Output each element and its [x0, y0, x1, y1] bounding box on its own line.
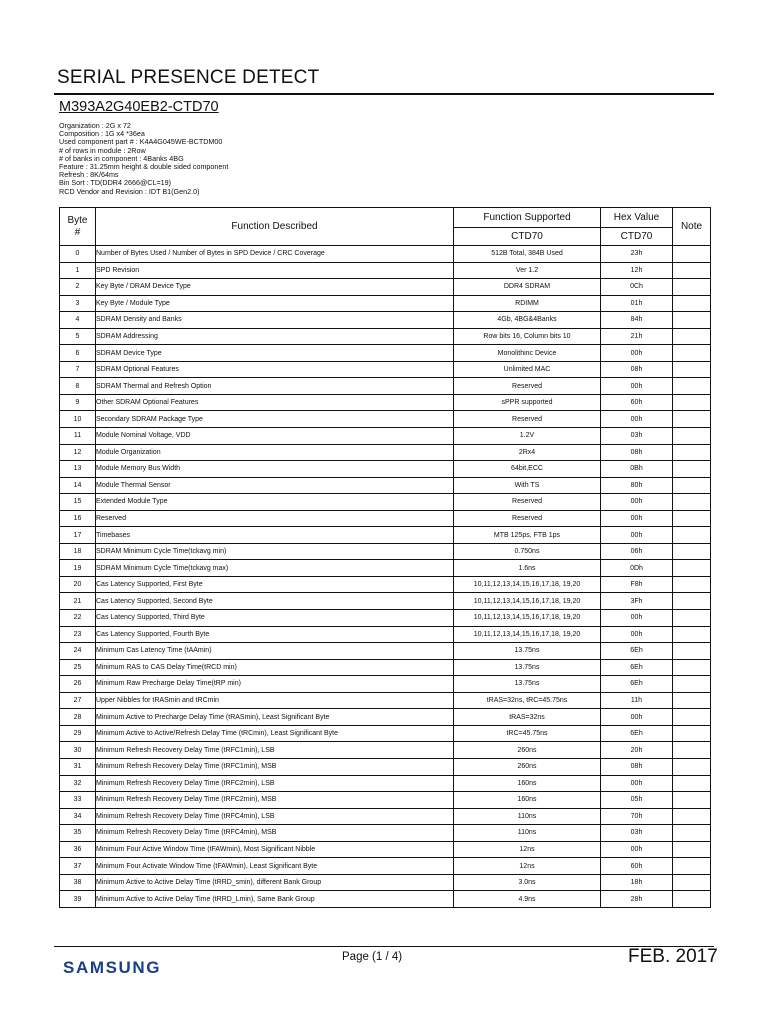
- function-cell: Upper Nibbles for tRASmin and tRCmin: [96, 692, 454, 709]
- function-cell: Minimum Cas Latency Time (tAAmin): [96, 643, 454, 660]
- supported-cell: 110ns: [454, 825, 601, 842]
- function-cell: Minimum Active to Active Delay Time (tRRD_smin), different Bank Group: [96, 874, 454, 891]
- note-cell: [673, 378, 711, 395]
- note-cell: [673, 527, 711, 544]
- supported-cell: 10,11,12,13,14,15,16,17,18, 19,20: [454, 610, 601, 627]
- supported-cell: 10,11,12,13,14,15,16,17,18, 19,20: [454, 626, 601, 643]
- table-row: [60, 345, 711, 362]
- note-cell: [673, 858, 711, 875]
- note-cell: [673, 477, 711, 494]
- supported-cell: 13.75ns: [454, 659, 601, 676]
- hex-cell: 00h: [601, 841, 673, 858]
- hex-cell: 08h: [601, 444, 673, 461]
- function-cell: Module Thermal Sensor: [96, 477, 454, 494]
- byte-cell: 5: [60, 328, 96, 345]
- supported-cell: With TS: [454, 477, 601, 494]
- function-cell: Minimum Refresh Recovery Delay Time (tRFC4min), LSB: [96, 808, 454, 825]
- note-cell: [673, 394, 711, 411]
- note-cell: [673, 610, 711, 627]
- table-row: [60, 295, 711, 312]
- hex-cell: 12h: [601, 262, 673, 279]
- hex-cell: 06h: [601, 543, 673, 560]
- hex-cell: 05h: [601, 792, 673, 809]
- function-cell: Minimum Refresh Recovery Delay Time (tRFC1min), MSB: [96, 758, 454, 775]
- info-line: Bin Sort : TD(DDR4 2666@CL=19): [59, 178, 172, 188]
- function-cell: Minimum Active to Precharge Delay Time (tRASmin), Least Significant Byte: [96, 709, 454, 726]
- function-cell: Minimum Refresh Recovery Delay Time (tRFC4min), MSB: [96, 825, 454, 842]
- footer-rule: [54, 946, 714, 947]
- function-cell: Secondary SDRAM Package Type: [96, 411, 454, 428]
- byte-cell: 30: [60, 742, 96, 759]
- function-cell: Cas Latency Supported, Second Byte: [96, 593, 454, 610]
- hex-cell: 80h: [601, 477, 673, 494]
- supported-cell: 110ns: [454, 808, 601, 825]
- table-row: [60, 477, 711, 494]
- supported-cell: tRAS=32ns: [454, 709, 601, 726]
- byte-cell: 39: [60, 891, 96, 908]
- document-date: FEB. 2017: [628, 946, 718, 967]
- spd-table: [59, 207, 711, 908]
- supported-header: Function Supported: [454, 208, 601, 228]
- hex-cell: 00h: [601, 345, 673, 362]
- table-row: [60, 428, 711, 445]
- byte-cell: 13: [60, 461, 96, 478]
- supported-cell: 13.75ns: [454, 676, 601, 693]
- function-cell: Minimum Refresh Recovery Delay Time (tRFC1min), LSB: [96, 742, 454, 759]
- hex-cell: 0Ch: [601, 279, 673, 296]
- note-cell: [673, 246, 711, 263]
- header-rule: [54, 93, 714, 95]
- byte-cell: 9: [60, 394, 96, 411]
- byte-cell: 11: [60, 428, 96, 445]
- table-row: [60, 246, 711, 263]
- hex-cell: 01h: [601, 295, 673, 312]
- hex-cell: 28h: [601, 891, 673, 908]
- note-cell: [673, 328, 711, 345]
- note-cell: [673, 428, 711, 445]
- hex-cell: 08h: [601, 361, 673, 378]
- function-cell: Minimum Raw Precharge Delay Time(tRP min): [96, 676, 454, 693]
- supported-cell: 10,11,12,13,14,15,16,17,18, 19,20: [454, 576, 601, 593]
- note-cell: [673, 659, 711, 676]
- table-body: [60, 246, 711, 908]
- note-cell: [673, 543, 711, 560]
- table-row: [60, 576, 711, 593]
- hex-cell: 00h: [601, 527, 673, 544]
- hex-cell: 6Eh: [601, 659, 673, 676]
- supported-cell: Reserved: [454, 378, 601, 395]
- byte-cell: 35: [60, 825, 96, 842]
- note-cell: [673, 808, 711, 825]
- function-cell: Minimum Refresh Recovery Delay Time (tRFC2min), LSB: [96, 775, 454, 792]
- byte-cell: 19: [60, 560, 96, 577]
- info-line: # of banks in component : 4Banks 4BG: [59, 153, 184, 163]
- table-row: [60, 643, 711, 660]
- table-row: [60, 758, 711, 775]
- hex-cell: 21h: [601, 328, 673, 345]
- supported-cell: Row bits 16, Column bits 10: [454, 328, 601, 345]
- hex-cell: 00h: [601, 411, 673, 428]
- function-cell: Cas Latency Supported, Fourth Byte: [96, 626, 454, 643]
- function-cell: Module Organization: [96, 444, 454, 461]
- note-cell: [673, 295, 711, 312]
- byte-cell: 16: [60, 510, 96, 527]
- info-line: Feature : 31.25mm height & double sided component: [59, 162, 229, 172]
- function-cell: Key Byte / DRAM Device Type: [96, 279, 454, 296]
- note-cell: [673, 510, 711, 527]
- table-row: [60, 444, 711, 461]
- table-row: [60, 676, 711, 693]
- hex-cell: 20h: [601, 742, 673, 759]
- supported-subheader: CTD70: [454, 228, 601, 246]
- note-cell: [673, 494, 711, 511]
- supported-cell: 512B Total, 384B Used: [454, 246, 601, 263]
- info-line: Refresh : 8K/64ms: [59, 170, 119, 180]
- hex-cell: 00h: [601, 775, 673, 792]
- supported-cell: 260ns: [454, 758, 601, 775]
- table-row: [60, 411, 711, 428]
- note-cell: [673, 312, 711, 329]
- function-cell: Key Byte / Module Type: [96, 295, 454, 312]
- table-row: [60, 808, 711, 825]
- note-cell: [673, 841, 711, 858]
- byte-cell: 29: [60, 725, 96, 742]
- byte-cell: 0: [60, 246, 96, 263]
- hex-cell: 6Eh: [601, 643, 673, 660]
- note-cell: [673, 444, 711, 461]
- byte-cell: 3: [60, 295, 96, 312]
- table-row: [60, 262, 711, 279]
- hex-cell: 70h: [601, 808, 673, 825]
- note-cell: [673, 643, 711, 660]
- note-cell: [673, 560, 711, 577]
- byte-cell: 23: [60, 626, 96, 643]
- table-row: [60, 874, 711, 891]
- function-cell: Other SDRAM Optional Features: [96, 394, 454, 411]
- byte-cell: 22: [60, 610, 96, 627]
- byte-cell: 20: [60, 576, 96, 593]
- page-number: Page (1 / 4): [342, 951, 403, 963]
- supported-cell: 160ns: [454, 792, 601, 809]
- note-cell: [673, 593, 711, 610]
- hex-cell: 00h: [601, 709, 673, 726]
- hex-cell: 6Eh: [601, 676, 673, 693]
- byte-cell: 7: [60, 361, 96, 378]
- note-cell: [673, 461, 711, 478]
- model-number: M393A2G40EB2-CTD70: [59, 99, 219, 115]
- table-row: [60, 858, 711, 875]
- hex-cell: 0Bh: [601, 461, 673, 478]
- byte-cell: 36: [60, 841, 96, 858]
- supported-cell: RDIMM: [454, 295, 601, 312]
- function-cell: SDRAM Minimum Cycle Time(tckavg min): [96, 543, 454, 560]
- note-cell: [673, 709, 711, 726]
- hex-cell: 84h: [601, 312, 673, 329]
- byte-cell: 10: [60, 411, 96, 428]
- info-line: RCD Vendor and Revision : IDT B1(Gen2.0): [59, 186, 200, 196]
- supported-cell: tRC=45.75ns: [454, 725, 601, 742]
- table-row: [60, 725, 711, 742]
- supported-cell: sPPR supported: [454, 394, 601, 411]
- supported-cell: Reserved: [454, 494, 601, 511]
- supported-cell: DDR4 SDRAM: [454, 279, 601, 296]
- supported-cell: Reserved: [454, 510, 601, 527]
- supported-cell: Ver 1.2: [454, 262, 601, 279]
- info-line: Used component part # : K4A4G045WE-BCTDM00: [59, 137, 223, 147]
- supported-cell: Unlimited MAC: [454, 361, 601, 378]
- supported-cell: 4Gb, 4BG&4Banks: [454, 312, 601, 329]
- byte-cell: 2: [60, 279, 96, 296]
- note-cell: [673, 874, 711, 891]
- byte-cell: 38: [60, 874, 96, 891]
- note-header: Note: [673, 208, 711, 246]
- supported-cell: 64bit,ECC: [454, 461, 601, 478]
- function-cell: Cas Latency Supported, First Byte: [96, 576, 454, 593]
- byte-cell: 4: [60, 312, 96, 329]
- hex-cell: 08h: [601, 758, 673, 775]
- byte-cell: 32: [60, 775, 96, 792]
- note-cell: [673, 279, 711, 296]
- byte-cell: 25: [60, 659, 96, 676]
- byte-cell: 14: [60, 477, 96, 494]
- function-cell: Cas Latency Supported, Third Byte: [96, 610, 454, 627]
- function-cell: SDRAM Device Type: [96, 345, 454, 362]
- note-cell: [673, 891, 711, 908]
- hex-cell: 03h: [601, 428, 673, 445]
- byte-cell: 15: [60, 494, 96, 511]
- note-cell: [673, 361, 711, 378]
- note-cell: [673, 262, 711, 279]
- function-cell: SPD Revision: [96, 262, 454, 279]
- byte-header: [60, 208, 96, 246]
- note-cell: [673, 742, 711, 759]
- function-cell: Extended Module Type: [96, 494, 454, 511]
- byte-cell: 33: [60, 792, 96, 809]
- function-cell: SDRAM Minimum Cycle Time(tckavg max): [96, 560, 454, 577]
- supported-cell: MTB 125ps, FTB 1ps: [454, 527, 601, 544]
- table-row: [60, 527, 711, 544]
- function-cell: Minimum Refresh Recovery Delay Time (tRFC2min), MSB: [96, 792, 454, 809]
- byte-cell: 37: [60, 858, 96, 875]
- table-row: [60, 825, 711, 842]
- supported-cell: 10,11,12,13,14,15,16,17,18, 19,20: [454, 593, 601, 610]
- supported-cell: 12ns: [454, 858, 601, 875]
- note-cell: [673, 345, 711, 362]
- function-cell: Timebases: [96, 527, 454, 544]
- supported-cell: 1.6ns: [454, 560, 601, 577]
- byte-cell: 17: [60, 527, 96, 544]
- note-cell: [673, 676, 711, 693]
- function-cell: SDRAM Addressing: [96, 328, 454, 345]
- byte-header-label: Byte #: [67, 214, 88, 238]
- hex-cell: 11h: [601, 692, 673, 709]
- info-line: # of rows in module : 2Row: [59, 145, 146, 155]
- table-row: [60, 709, 711, 726]
- byte-cell: 1: [60, 262, 96, 279]
- table-row: [60, 279, 711, 296]
- hex-cell: 00h: [601, 494, 673, 511]
- table-row: [60, 312, 711, 329]
- hex-cell: F8h: [601, 576, 673, 593]
- supported-cell: tRAS=32ns, tRC=45.75ns: [454, 692, 601, 709]
- document-title: SERIAL PRESENCE DETECT: [57, 67, 320, 88]
- function-cell: Module Memory Bus Width: [96, 461, 454, 478]
- table-row: [60, 494, 711, 511]
- table-row: [60, 328, 711, 345]
- table-row: [60, 692, 711, 709]
- table-row: [60, 792, 711, 809]
- note-cell: [673, 758, 711, 775]
- note-cell: [673, 792, 711, 809]
- supported-cell: 260ns: [454, 742, 601, 759]
- hex-cell: 60h: [601, 858, 673, 875]
- function-cell: SDRAM Thermal and Refresh Option: [96, 378, 454, 395]
- note-cell: [673, 576, 711, 593]
- samsung-logo: SAMSUNG: [63, 958, 162, 977]
- supported-cell: 3.0ns: [454, 874, 601, 891]
- table-row: [60, 394, 711, 411]
- info-line: Organization : 2G x 72: [59, 121, 131, 130]
- info-line: Composition : 1G x4 *36ea: [59, 129, 145, 139]
- table-row: [60, 610, 711, 627]
- hex-cell: 0Dh: [601, 560, 673, 577]
- hex-cell: 6Eh: [601, 725, 673, 742]
- table-row: [60, 626, 711, 643]
- byte-cell: 34: [60, 808, 96, 825]
- byte-cell: 24: [60, 643, 96, 660]
- function-cell: SDRAM Density and Banks: [96, 312, 454, 329]
- note-cell: [673, 692, 711, 709]
- hex-cell: 00h: [601, 510, 673, 527]
- supported-cell: 13.75ns: [454, 643, 601, 660]
- table-row: [60, 560, 711, 577]
- supported-cell: 2Rx4: [454, 444, 601, 461]
- note-cell: [673, 725, 711, 742]
- note-cell: [673, 411, 711, 428]
- table-row: [60, 361, 711, 378]
- byte-cell: 31: [60, 758, 96, 775]
- hex-cell: 00h: [601, 378, 673, 395]
- note-cell: [673, 775, 711, 792]
- byte-cell: 8: [60, 378, 96, 395]
- function-cell: Number of Bytes Used / Number of Bytes in SPD Device / CRC Coverage: [96, 246, 454, 263]
- table-row: [60, 378, 711, 395]
- hex-cell: 3Fh: [601, 593, 673, 610]
- table-row: [60, 742, 711, 759]
- supported-cell: 0.750ns: [454, 543, 601, 560]
- byte-cell: 6: [60, 345, 96, 362]
- hex-cell: 60h: [601, 394, 673, 411]
- note-cell: [673, 626, 711, 643]
- supported-cell: Monolithinc Device: [454, 345, 601, 362]
- byte-cell: 26: [60, 676, 96, 693]
- function-cell: Minimum RAS to CAS Delay Time(tRCD min): [96, 659, 454, 676]
- table-row: [60, 659, 711, 676]
- function-cell: SDRAM Optional Features: [96, 361, 454, 378]
- table-row: [60, 461, 711, 478]
- table-row: [60, 891, 711, 908]
- function-header: Function Described: [96, 208, 454, 246]
- byte-cell: 28: [60, 709, 96, 726]
- byte-cell: 12: [60, 444, 96, 461]
- hex-cell: 03h: [601, 825, 673, 842]
- supported-cell: Reserved: [454, 411, 601, 428]
- hex-cell: 23h: [601, 246, 673, 263]
- hex-header: Hex Value: [601, 208, 673, 228]
- table-row: [60, 775, 711, 792]
- hex-cell: 00h: [601, 610, 673, 627]
- function-cell: Minimum Four Activate Window Time (tFAWmin), Least Significant Byte: [96, 858, 454, 875]
- byte-cell: 18: [60, 543, 96, 560]
- table-row: [60, 593, 711, 610]
- byte-cell: 21: [60, 593, 96, 610]
- supported-cell: 12ns: [454, 841, 601, 858]
- function-cell: Minimum Four Active Window Time (tFAWmin), Most Significant Nibble: [96, 841, 454, 858]
- table-row: [60, 510, 711, 527]
- supported-cell: 4.9ns: [454, 891, 601, 908]
- supported-cell: 160ns: [454, 775, 601, 792]
- function-cell: Module Nominal Voltage, VDD: [96, 428, 454, 445]
- function-cell: Reserved: [96, 510, 454, 527]
- note-cell: [673, 825, 711, 842]
- function-cell: Minimum Active to Active Delay Time (tRRD_Lmin), Same Bank Group: [96, 891, 454, 908]
- module-info: [59, 122, 228, 196]
- hex-cell: 18h: [601, 874, 673, 891]
- table-row: [60, 543, 711, 560]
- hex-cell: 00h: [601, 626, 673, 643]
- hex-subheader: CTD70: [601, 228, 673, 246]
- supported-cell: 1.2V: [454, 428, 601, 445]
- table-row: [60, 841, 711, 858]
- function-cell: Minimum Active to Active/Refresh Delay Time (tRCmin), Least Significant Byte: [96, 725, 454, 742]
- byte-cell: 27: [60, 692, 96, 709]
